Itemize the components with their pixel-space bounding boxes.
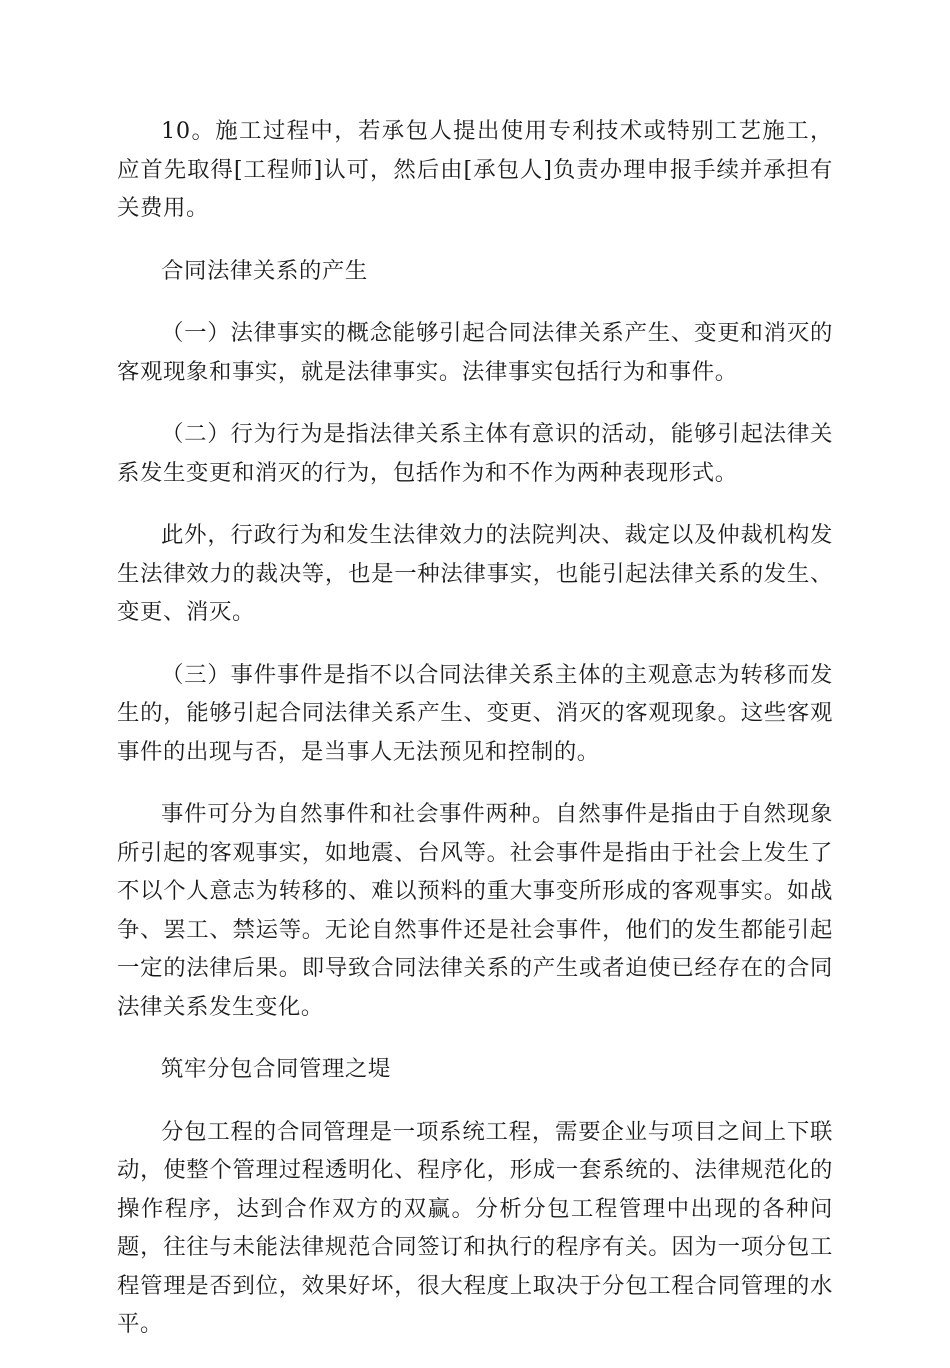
section-heading-legal-relation: 合同法律关系的产生	[161, 257, 368, 284]
paragraph-administrative-act: 此外，行政行为和发生法律效力的法院判决、裁定以及仲裁机构发生法律效力的裁决等，也是一种法律事实，也能引起法律关系的发生、变更、消灭。	[117, 522, 833, 625]
paragraph-behavior: （二）行为行为是指法律关系主体有意识的活动，能够引起法律关系发生变更和消灭的行为，包括作为和不作为两种表现形式。	[117, 421, 833, 486]
paragraph-event: （三）事件事件是指不以合同法律关系主体的主观意志为转移而发生的，能够引起合同法律关系产生、变更、消灭的客观现象。这些客观事件的出现与否，是当事人无法预见和控制的。	[117, 661, 833, 765]
document-page	[117, 112, 833, 1368]
section-heading-subcontract: 筑牢分包合同管理之堤	[161, 1056, 391, 1082]
paragraph-legal-fact: （一）法律事实的概念能够引起合同法律关系产生、变更和消灭的客观现象和事实，就是法律事实。法律事实包括行为和事件。	[117, 320, 833, 385]
paragraph-subcontract-management: 分包工程的合同管理是一项系统工程，需要企业与项目之间上下联动，使整个管理过程透明化、程序化，形成一套系统的、法律规范化的操作程序，达到合作双方的双赢。分析分包工程管理中出现的各种问题，往往与未能法律规范合同签订和执行的程序有关。因为一项分包工程管理是否到位，效果好坏，很大程度上取决于分包工程合同管理的水平。	[117, 1118, 833, 1337]
paragraph-event-types: 事件可分为自然事件和社会事件两种。自然事件是指由于自然现象所引起的客观事实，如地震、台风等。社会事件是指由于社会上发生了不以个人意志为转移的、难以预料的重大事变所形成的客观事实。如战争、罢工、禁运等。无论自然事件还是社会事件，他们的发生都能引起一定的法律后果。即导致合同法律关系的产生或者迫使已经存在的合同法律关系发生变化。	[117, 801, 833, 1020]
paragraph-patent-technology: 10。施工过程中，若承包人提出使用专利技术或特别工艺施工，应首先取得[工程师]认可，然后由[承包人]负责办理申报手续并承担有关费用。	[117, 118, 833, 221]
